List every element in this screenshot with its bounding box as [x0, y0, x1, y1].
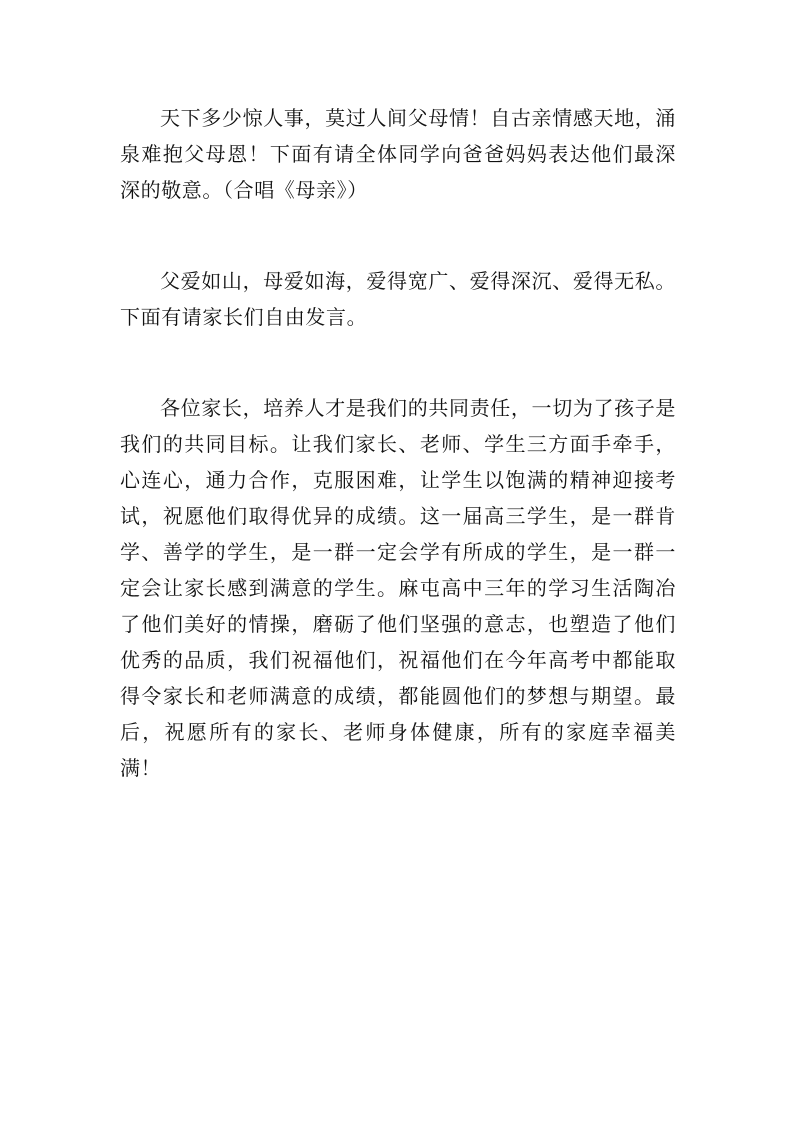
- paragraph-closing-remarks: 各位家长，培养人才是我们的共同责任，一切为了孩子是我们的共同目标。让我们家长、老师、学生三方面手牵手，心连心，通力合作，克服困难，让学生以饱满的精神迎接考试，祝愿他们取得优异的成绩。这一届高三学生，是一群肯学、善学的学生，是一群一定会学有所成的学生，是一群一定会让家长感到满意的学生。麻屯高中三年的学习生活陶冶了他们美好的情操，磨砺了他们坚强的意志，也塑造了他们优秀的品质，我们祝福他们，祝福他们在今年高考中都能取得令家长和老师满意的成绩，都能圆他们的梦想与期望。最后，祝愿所有的家长、老师身体健康，所有的家庭幸福美满！: [120, 396, 676, 780]
- paragraph-parents-gratitude: 天下多少惊人事，莫过人间父母情！自古亲情感天地，涌泉难抱父母恩！下面有请全体同学向爸爸妈妈表达他们最深深的敬意。（合唱《母亲》）: [120, 106, 676, 202]
- paragraph-parents-speech-intro: 父爱如山，母爱如海，爱得宽广、爱得深沉、爱得无私。下面有请家长们自由发言。: [120, 269, 676, 329]
- document-body: [120, 100, 676, 786]
